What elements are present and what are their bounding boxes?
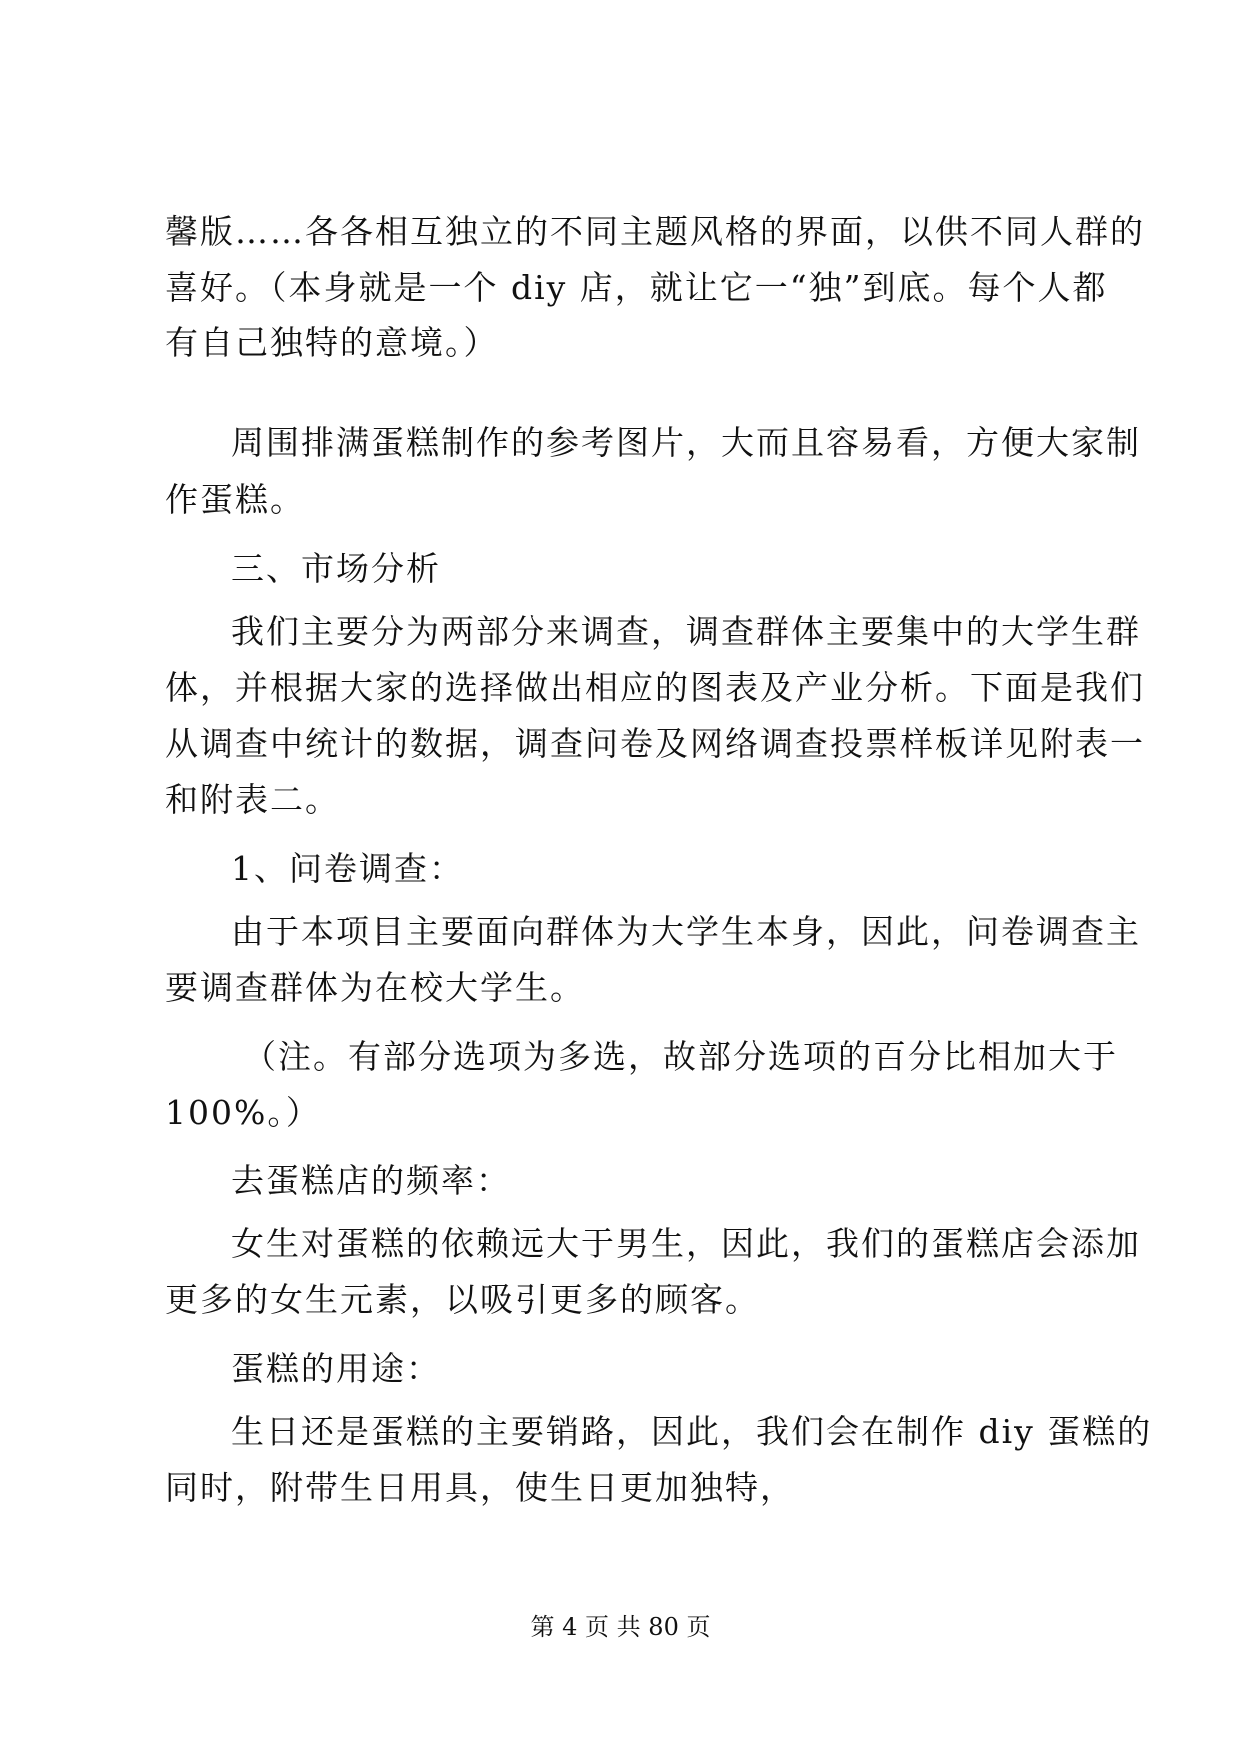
text-line: 女生对蛋糕的依赖远大于男生，因此，我们的蛋糕店会添加 [231,1224,1141,1263]
text-line: 作蛋糕。 [165,480,305,519]
text-line: 体，并根据大家的选择做出相应的图表及产业分析。下面是我们 [165,668,1145,707]
text-line: 喜好。（本身就是一个 diy 店，就让它一“独”到底。每个人都 [165,268,1108,307]
text-line: 和附表二。 [165,780,340,819]
text-line: 有自己独特的意境。） [165,323,499,362]
text-line: 从调查中统计的数据，调查问卷及网络调查投票样板详见附表一 [165,724,1145,763]
text-line: 要调查群体为在校大学生。 [165,968,585,1007]
text-line: 生日还是蛋糕的主要销路，因此，我们会在制作 diy 蛋糕的 [231,1412,1153,1451]
text-line: 同时，附带生日用具，使生日更加独特， [165,1468,795,1507]
note-line: 100%。） [165,1093,321,1132]
text-line: 我们主要分为两部分来调查，调查群体主要集中的大学生群 [231,612,1141,651]
text-line: 由于本项目主要面向群体为大学生本身，因此，问卷调查主 [231,912,1141,951]
note-line: （注。有部分选项为多选，故部分选项的百分比相加大于 [243,1037,1118,1076]
text-line: 周围排满蛋糕制作的参考图片，大而且容易看，方便大家制 [231,423,1141,462]
text-line: 更多的女生元素，以吸引更多的顾客。 [165,1280,760,1319]
subsection-heading: 1、问卷调查： [231,849,464,888]
section-heading: 三、市场分析 [231,549,441,588]
subsection-heading: 去蛋糕店的频率： [231,1161,511,1200]
page-number-footer: 第 4 页 共 80 页 [530,1613,711,1641]
text-line: 馨版……各各相互独立的不同主题风格的界面，以供不同人群的 [165,212,1145,251]
subsection-heading: 蛋糕的用途： [231,1349,441,1388]
